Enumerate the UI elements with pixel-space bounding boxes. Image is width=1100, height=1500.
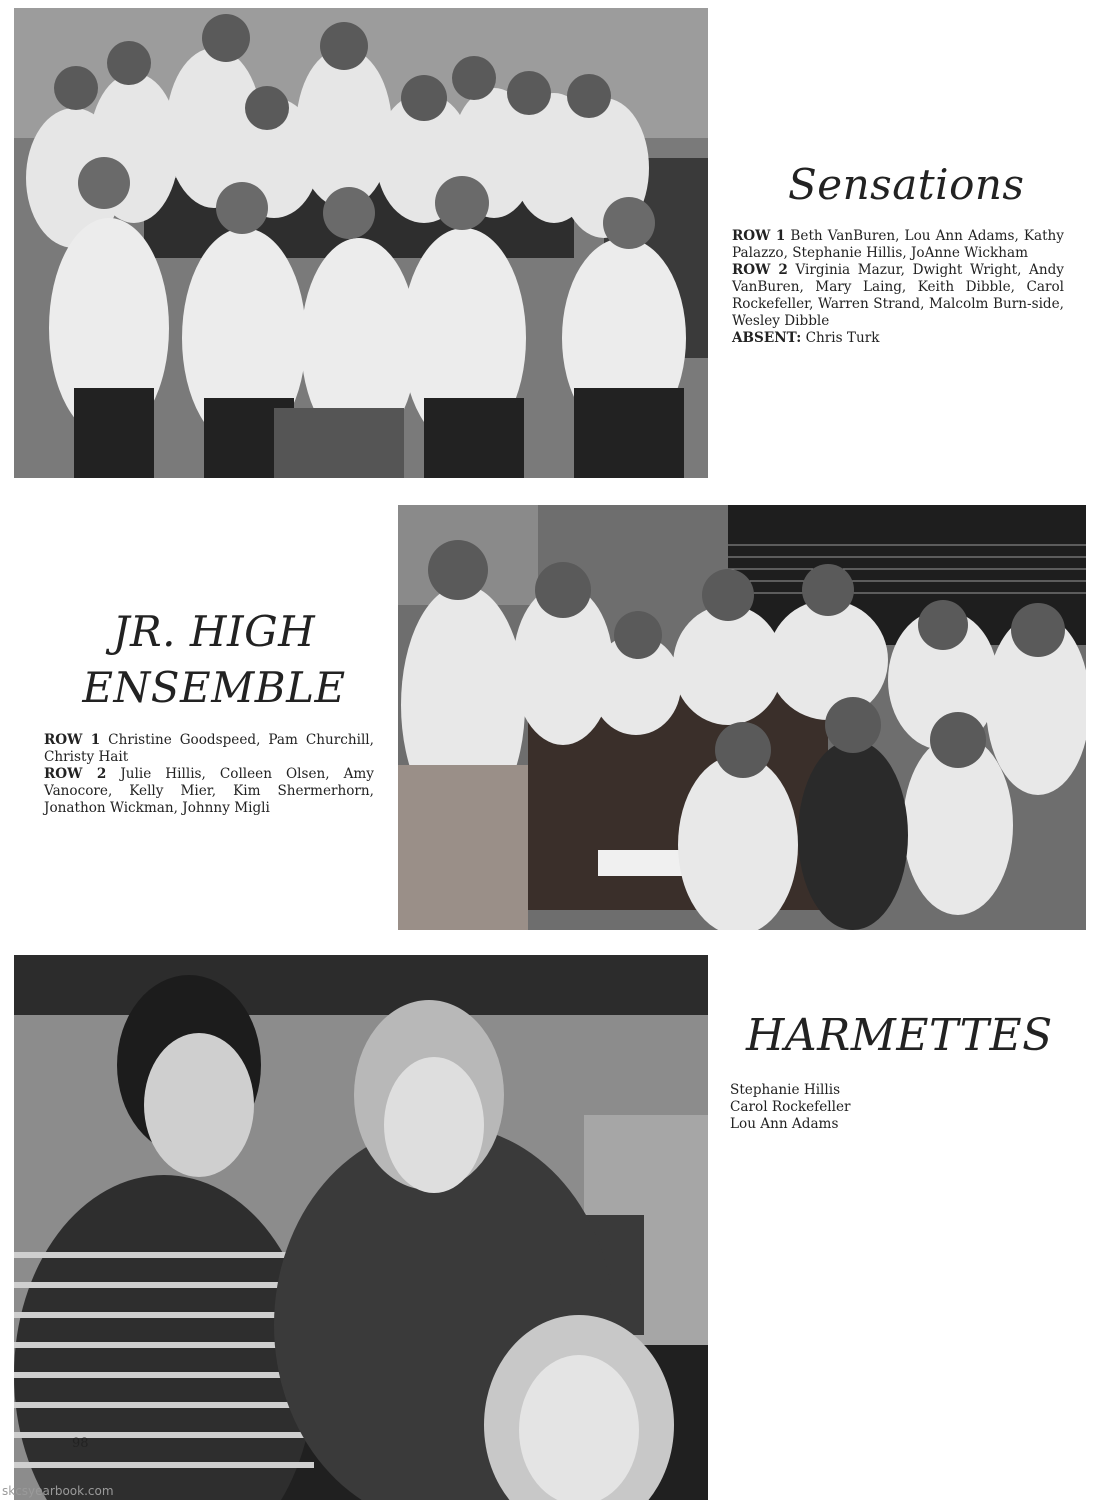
row-label: ROW 2 [732,262,788,278]
jr-high-ensemble-caption [44,732,374,817]
harmettes-member: Stephanie Hillis [730,1082,841,1098]
harmettes-member: Lou Ann Adams [730,1116,839,1132]
absent-label: ABSENT: [732,330,802,346]
jr-high-ensemble-photo [398,505,1086,930]
title-line-2: ENSEMBLE [82,663,346,712]
row-label: ROW 1 [732,228,786,244]
row-label: ROW 2 [44,766,107,782]
harmettes-caption [730,1082,1050,1133]
row-label: ROW 1 [44,732,101,748]
sensations-title: Sensations [788,160,1025,209]
sensations-group-photo [14,8,708,478]
jr-high-row-2 [44,766,374,817]
absent-names: Chris Turk [805,330,880,346]
sensations-row-2 [732,262,1064,330]
site-watermark: skcsyearbook.com [2,1484,114,1498]
row-names: Julie Hillis, Colleen Olsen, Amy Vanocore, Kelly Mier, Kim Shermerhorn, Jonathon Wickman, Johnny Migli [44,766,374,816]
row-names: Christine Goodspeed, Pam Churchill, Christy Hait [44,732,374,765]
jr-high-row-1 [44,732,374,766]
page-number: 98 [72,1436,89,1451]
row-names: Virginia Mazur, Dwight Wright, Andy VanBuren, Mary Laing, Keith Dibble, Carol Rockefeller, Warren Strand, Malcolm Burn-side, Wesley Dibble [732,262,1064,329]
harmettes-member-list [730,1082,1050,1133]
harmettes-photo [14,955,708,1500]
row-names: Beth VanBuren, Lou Ann Adams, Kathy Palazzo, Stephanie Hillis, JoAnne Wickham [732,228,1064,261]
sensations-absent [732,330,1064,347]
sensations-caption [732,228,1064,347]
harmettes-title: HARMETTES [746,1010,1053,1061]
title-line-1: JR. HIGH [112,607,316,656]
sensations-row-1 [732,228,1064,262]
jr-high-ensemble-title [44,604,384,716]
harmettes-member: Carol Rockefeller [730,1099,851,1115]
